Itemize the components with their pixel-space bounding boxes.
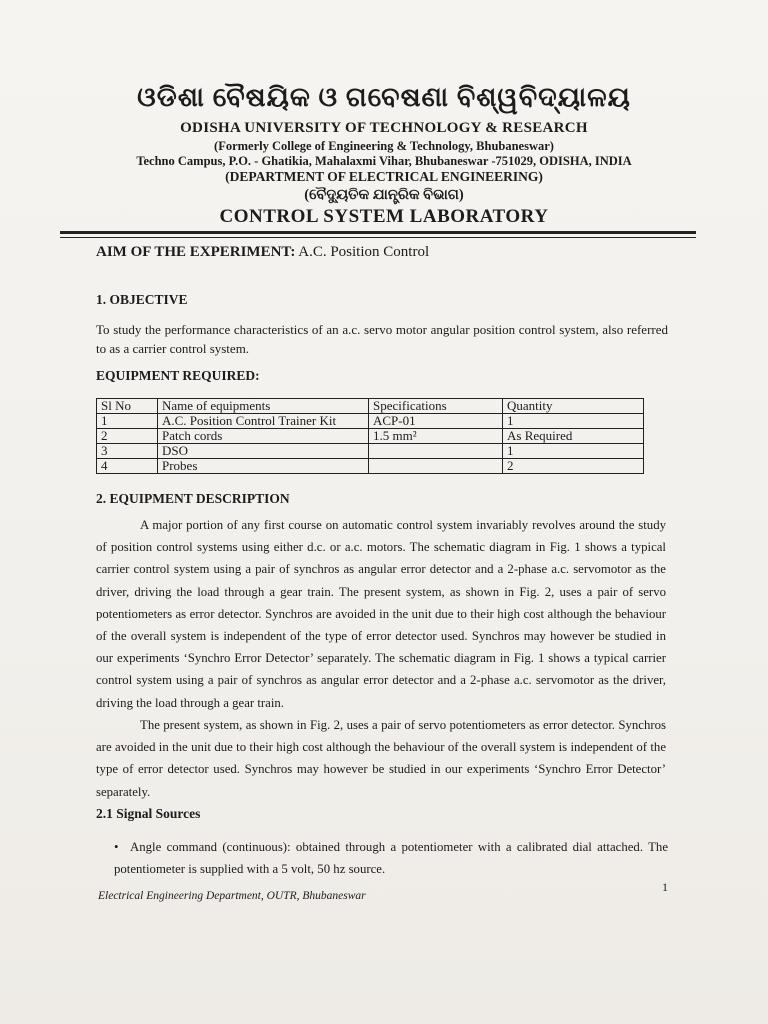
table-row — [97, 444, 644, 459]
column-header: Specifications — [369, 399, 503, 414]
column-header: Name of equipments — [158, 399, 369, 414]
header-rule-thick — [60, 231, 696, 234]
table-cell: A.C. Position Control Trainer Kit — [158, 414, 369, 429]
objective-text: To study the performance characteristics of an a.c. servo motor angular position control system, also referred to as a carrier control system. — [96, 322, 668, 356]
table-cell: DSO — [158, 444, 369, 459]
list-item — [114, 836, 668, 880]
table-cell — [369, 444, 503, 459]
table-cell: 1 — [97, 414, 158, 429]
objective-heading: 1. OBJECTIVE — [96, 292, 188, 307]
table-cell: 2 — [97, 429, 158, 444]
aim-line — [96, 244, 429, 261]
lab-title: CONTROL SYSTEM LABORATORY — [219, 206, 549, 227]
header-rule-thin — [60, 237, 696, 238]
table-cell: 4 — [97, 459, 158, 474]
department-name: (DEPARTMENT OF ELECTRICAL ENGINEERING) — [225, 169, 543, 184]
table-cell: 3 — [97, 444, 158, 459]
aim-label: AIM OF THE EXPERIMENT: — [96, 244, 296, 260]
description-paragraph-2: The present system, as shown in Fig. 2, uses a pair of servo potentiometers as error detector. Synchros are avoided in the unit due to their high cost although the behaviour of the overall system is independent of the type of error detector used. Synchros may however be studied in our experiments ‘Synchro Error Detector’ separately. — [96, 718, 666, 799]
university-name: ODISHA UNIVERSITY OF TECHNOLOGY & RESEARCH — [180, 120, 588, 136]
table-cell: As Required — [503, 429, 644, 444]
footer-text: Electrical Engineering Department, OUTR, Bhubaneswar — [98, 890, 366, 902]
campus-address: Techno Campus, P.O. - Ghatikia, Mahalaxmi Vihar, Bhubaneswar -751029, ODISHA, INDIA — [136, 154, 632, 168]
table-row — [97, 414, 644, 429]
column-header: Quantity — [503, 399, 644, 414]
description-paragraph-1: A major portion of any first course on automatic control system invariably revolves around the study of position control systems using either d.c. or a.c. motors. The schematic diagram in Fig. 1 shows a typical carrier control system using a pair of synchros as angular error detector and a 2-phase a.c. servomotor as the driver, driving the load through a gear train. The present system, as shown in Fig. 2, uses a pair of servo potentiometers as error detector. Synchros are avoided in the unit due to their high cost although the behaviour of the overall system is independent of the type of error detector used. Synchros may however be studied in our experiments ‘Synchro Error Detector’ separately. The schematic diagram in Fig. 1 shows a typical carrier control system using a pair of synchros as angular error detector and a 2-phase a.c. servomotor as the driver, driving the load through a gear train. — [96, 518, 666, 710]
table-cell — [369, 459, 503, 474]
column-header: Sl No — [97, 399, 158, 414]
signal-sources-heading: 2.1 Signal Sources — [96, 806, 201, 821]
signal-source-text: Angle command (continuous): obtained through a potentiometer with a calibrated dial attached. The potentiometer is supplied with a 5 volt, 50 hz source. — [114, 840, 668, 876]
table-header-row — [97, 399, 644, 414]
table-cell: 2 — [503, 459, 644, 474]
table-cell: Patch cords — [158, 429, 369, 444]
equipment-heading: EQUIPMENT REQUIRED: — [96, 368, 260, 383]
page-number: 1 — [662, 880, 668, 894]
table-row — [97, 429, 644, 444]
odia-department-name: (ବୈଦ୍ୟୁତିକ ଯାନ୍ତ୍ରିକ ବିଭାଗ) — [304, 187, 464, 203]
table-cell: 1 — [503, 414, 644, 429]
table-row — [97, 459, 644, 474]
aim-value: A.C. Position Control — [295, 244, 430, 260]
odia-university-title: ଓଡିଶା ବୈଷୟିକ ଓ ଗବେଷଣା ବିଶ୍ୱବିଦ୍ୟାଳୟ — [137, 82, 631, 112]
bullet-icon: • — [114, 840, 119, 854]
formerly-name: (Formerly College of Engineering & Technology, Bhubaneswar) — [214, 139, 554, 153]
table-cell: ACP-01 — [369, 414, 503, 429]
table-cell: Probes — [158, 459, 369, 474]
table-cell: 1.5 mm² — [369, 429, 503, 444]
description-heading: 2. EQUIPMENT DESCRIPTION — [96, 491, 290, 506]
table-cell: 1 — [503, 444, 644, 459]
equipment-table — [96, 398, 644, 474]
